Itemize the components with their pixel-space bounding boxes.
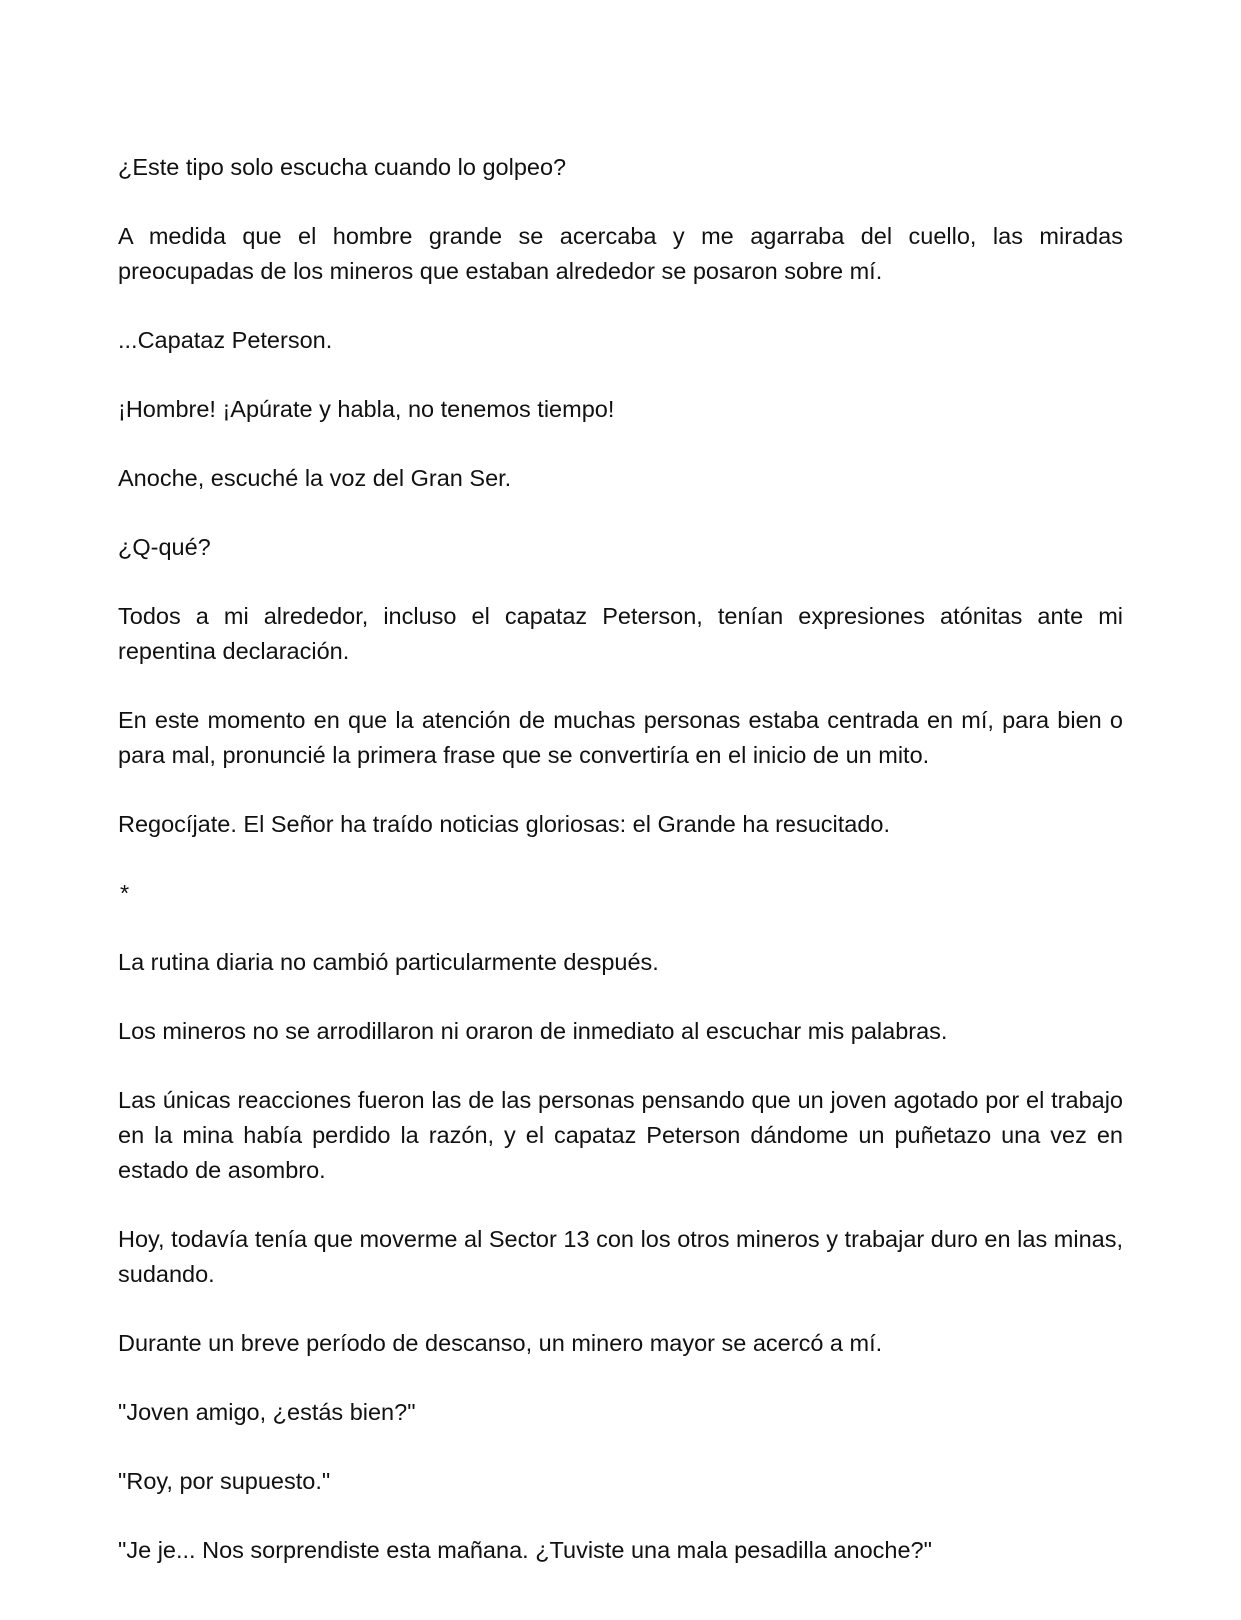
document-body xyxy=(118,150,1123,1602)
paragraph: Hoy, todavía tenía que moverme al Sector 13 con los otros mineros y trabajar duro en las minas, sudando. xyxy=(118,1226,1123,1287)
paragraph: Regocíjate. El Señor ha traído noticias gloriosas: el Grande ha resucitado. xyxy=(118,811,891,837)
scene-separator: * xyxy=(120,880,130,906)
paragraph: ¡Hombre! ¡Apúrate y habla, no tenemos tiempo! xyxy=(118,396,615,422)
paragraph: "Joven amigo, ¿estás bien?" xyxy=(118,1399,416,1425)
paragraph: "Je je... Nos sorprendiste esta mañana. ¿Tuviste una mala pesadilla anoche?" xyxy=(118,1537,932,1563)
paragraph: ...Capataz Peterson. xyxy=(118,327,333,353)
paragraph: En este momento en que la atención de muchas personas estaba centrada en mí, para bien o para mal, pronuncié la primera frase que se convertiría en el inicio de un mito. xyxy=(118,707,1123,768)
paragraph: "Roy, por supuesto." xyxy=(118,1468,331,1494)
paragraph: Las únicas reacciones fueron las de las personas pensando que un joven agotado por el trabajo en la mina había perdido la razón, y el capataz Peterson dándome un puñetazo una vez en estado de asombro. xyxy=(118,1087,1123,1183)
paragraph: Todos a mi alrededor, incluso el capataz Peterson, tenían expresiones atónitas ante mi repentina declaración. xyxy=(118,603,1123,664)
paragraph: ¿Este tipo solo escucha cuando lo golpeo? xyxy=(118,154,567,180)
paragraph: Durante un breve período de descanso, un minero mayor se acercó a mí. xyxy=(118,1330,883,1356)
paragraph: Anoche, escuché la voz del Gran Ser. xyxy=(118,465,512,491)
paragraph: La rutina diaria no cambió particularmente después. xyxy=(118,949,659,975)
paragraph: ¿Q-qué? xyxy=(118,534,211,560)
paragraph: Los mineros no se arrodillaron ni oraron de inmediato al escuchar mis palabras. xyxy=(118,1018,948,1044)
paragraph: A medida que el hombre grande se acercaba y me agarraba del cuello, las miradas preocupadas de los mineros que estaban alrededor se posaron sobre mí. xyxy=(118,223,1123,284)
